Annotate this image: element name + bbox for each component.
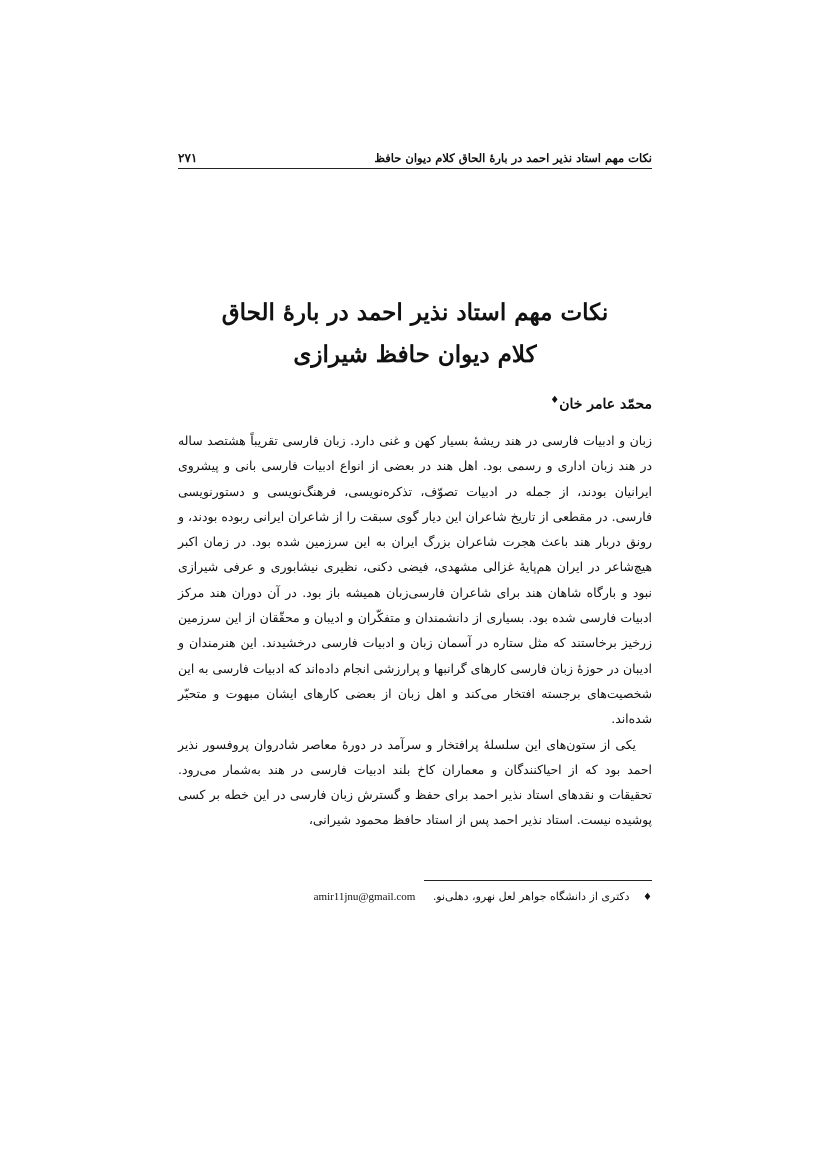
- footnote-affiliation: دکتری از دانشگاه جواهر لعل نهرو، دهلی‌نو.: [432, 890, 630, 903]
- author-name: [550, 395, 652, 413]
- author-footnote-mark: ♦: [550, 395, 560, 406]
- paragraph-1: زبان و ادبیات فارسی در هند ریشۀ بسیار کهن و غنی دارد. زبان فارسی تقریباً هشتصد ساله در هند زبان اداری و رسمی بود. اهل هند در بعضی از انواع ادبیات فارسی بانی و پیشروی ایرانیان بودند، از جمله در ادبیات تصوّف، تذکره‌نویسی، فرهنگ‌نویسی و دستورنویسی فارسی. در مقطعی از تاریخ شاعران این دیار گوی سبقت را از شاعران ایرانی ربوده بودند، و رونق دربار هند باعث هجرت شاعران بزرگ ایران به این سرزمین شده بود. در زمان اکبر هیچ‌شاعر در ایران هم‌پایۀ غزالی مشهدی، فیضی دکنی، نظیری نیشابوری و عرفی شیرازی نبود و بارگاه شاهان هند برای شاعران فارسی‌زبان همیشه باز بود. در آن دوران هند مرکز ادبیات فارسی شده بود. بسیاری از دانشمندان و متفکّران و ادیبان و محقّقان از این سرزمین زرخیز برخاستند که مثل ستاره در آسمان زبان و ادبیات فارسی درخشیدند. این هنرمندان و ادیبان در حوزۀ زبان فارسی کارهای گرانبها و پرارزشی انجام داده‌اند که ادبیات فارسی به این شخصیت‌های برجسته افتخار می‌کند و اهل زبان از بعضی کارهای ایشان مبهوت و متحیّر شده‌اند.: [178, 433, 652, 727]
- footnote-email: amir11jnu@gmail.com: [313, 891, 416, 903]
- running-title: نکات مهم استاد نذیر احمد در بارۀ الحاق کلام دیوان حافظ: [374, 151, 652, 165]
- footnote-divider: [424, 880, 652, 881]
- paragraph-2: یکی از ستون‌های این سلسلۀ پرافتخار و سرآمد در دورۀ معاصر شادروان پروفسور نذیر احمد بود که از احیاکنندگان و معماران کاخ بلند ادبیات فارسی در هند به‌شمار می‌رود. تحقیقات و نقدهای استاد نذیر احمد برای حفظ و گسترش زبان فارسی در این خطه بر کسی پوشیده نیست. استاد نذیر احمد پس از استاد حافظ محمود شیرانی،: [178, 736, 652, 828]
- author-name-text: محمّد عامر خان: [559, 396, 652, 413]
- footnote-marker: ♦: [643, 892, 652, 903]
- body-text: [178, 428, 652, 833]
- article-title-line-2: کلام دیوان حافظ شیرازی: [293, 341, 537, 368]
- article-title-line-1: نکات مهم استاد نذیر احمد در بارۀ الحاق: [221, 299, 609, 326]
- article-title: [178, 292, 652, 376]
- footnote: [178, 888, 652, 907]
- running-header: [178, 143, 652, 169]
- page-number: ۲۷۱: [178, 151, 198, 165]
